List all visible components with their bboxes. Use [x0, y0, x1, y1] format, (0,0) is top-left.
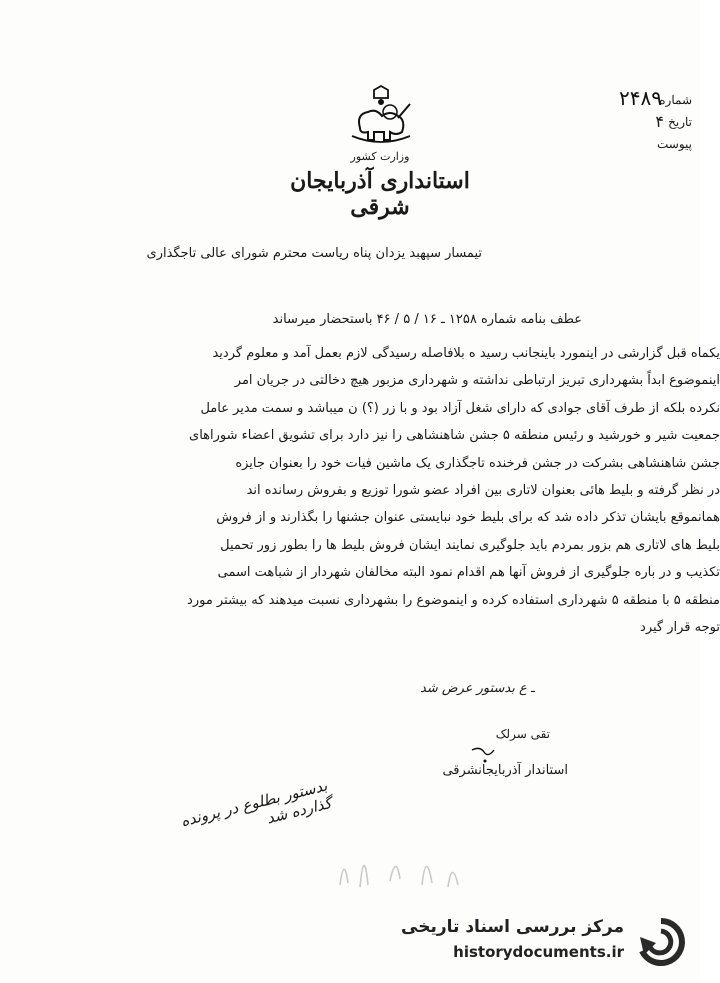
body-line: یکماه قبل گزارشی در اینمورد باینجانب رسید ه بلافاصله رسیدگی لازم بعمل آمد و معلوم گردید	[212, 346, 720, 361]
number-label: شماره	[659, 93, 692, 107]
document-meta	[517, 86, 692, 156]
watermark-org: مرکز بررسی اسناد تاریخی	[401, 917, 624, 937]
watermark-site: historydocuments.ir	[453, 943, 624, 961]
body-line: نکرده بلکه از طرف آقای جوادی که دارای شغل آزاد بود و با زر (؟) ن میباشد و سمت مدیر عامل	[200, 400, 720, 416]
closing-handwritten-note: ـ ع بدستور عرض شد	[420, 681, 535, 696]
body-line: در نظر گرفته و بلیط هائی بعنوان لاتاری بین افراد عضو شورا توزیع و بفروش رسانده اند	[246, 482, 720, 498]
attachment-row	[517, 134, 692, 156]
body-line: همانموقع بایشان تذکر داده شد که برای بلیط خود نبایستی عنوان جشنها را بگذارند و از فروش	[216, 510, 720, 526]
body-line: جشن شاهنشاهی بشرکت در جشن فرخنده تاجگذاری یک ماشین فیات خود را بعنوان جایزه	[235, 455, 720, 471]
signature-title: استاندار آذربایجانشرقی	[442, 763, 568, 778]
number-value: ۲۴۸۹	[619, 86, 662, 110]
attachment-label: پیوست	[657, 137, 692, 151]
number-row	[517, 86, 692, 112]
signature-name: تقی سرلک	[495, 727, 550, 741]
reference-line: عطف بنامه شماره ۱۲۵۸ ـ ۱۶ / ۵ / ۴۶ باستحضار میرساند	[272, 312, 582, 327]
ministry-name: وزارت کشور	[350, 150, 410, 163]
archive-watermark	[396, 915, 686, 971]
body-line: بلیط های لاتاری هم بزور بمردم باید جلوگیری نمایند ایشان فروش بلیط ها را بطور زور تحمیل	[220, 537, 720, 553]
addressee-line: تیمسار سپهبد یزدان پناه ریاست محترم شورای عالی تاجگذاری	[146, 246, 482, 261]
margin-handwritten-note: بدستور بطلوع در پرونده گذارده شد	[178, 776, 334, 831]
body-line: جمعیت شیر و خورشید و رئیس منطقه ۵ جشن شاهنشاهی را نیز دارد برای تشویق اعضاء شوراهای	[189, 428, 720, 444]
date-row	[517, 112, 692, 134]
signature-scribble-icon	[470, 744, 500, 764]
body-line: منطقه ۵ با منطقه ۵ شهرداری استفاده کرده و اینموضوع را بشهرداری نسبت میدهند که بیشتر مورد	[187, 592, 720, 608]
body-line: تکذیب و در باره جلوگیری از فروش آنها هم اقدام نمود البته مخالفان شهردار از شباهت اسمی	[217, 565, 720, 581]
body-line: اینموضوع ابداً بشهرداری تبریز ارتباطی نداشته و شهرداری مزبور هیچ دخالتی در جریان امر	[234, 373, 720, 389]
letter-body	[108, 340, 720, 641]
faint-handwriting-marks	[330, 835, 470, 895]
date-label: تاریخ	[668, 115, 692, 129]
body-line: توجه قرار گیرد	[640, 619, 720, 635]
office-name: استانداری آذربایجان شرقی	[290, 168, 470, 220]
history-documents-logo-icon	[636, 917, 686, 967]
lion-and-sun-emblem-icon	[346, 86, 416, 148]
date-value: ۴	[655, 112, 664, 131]
